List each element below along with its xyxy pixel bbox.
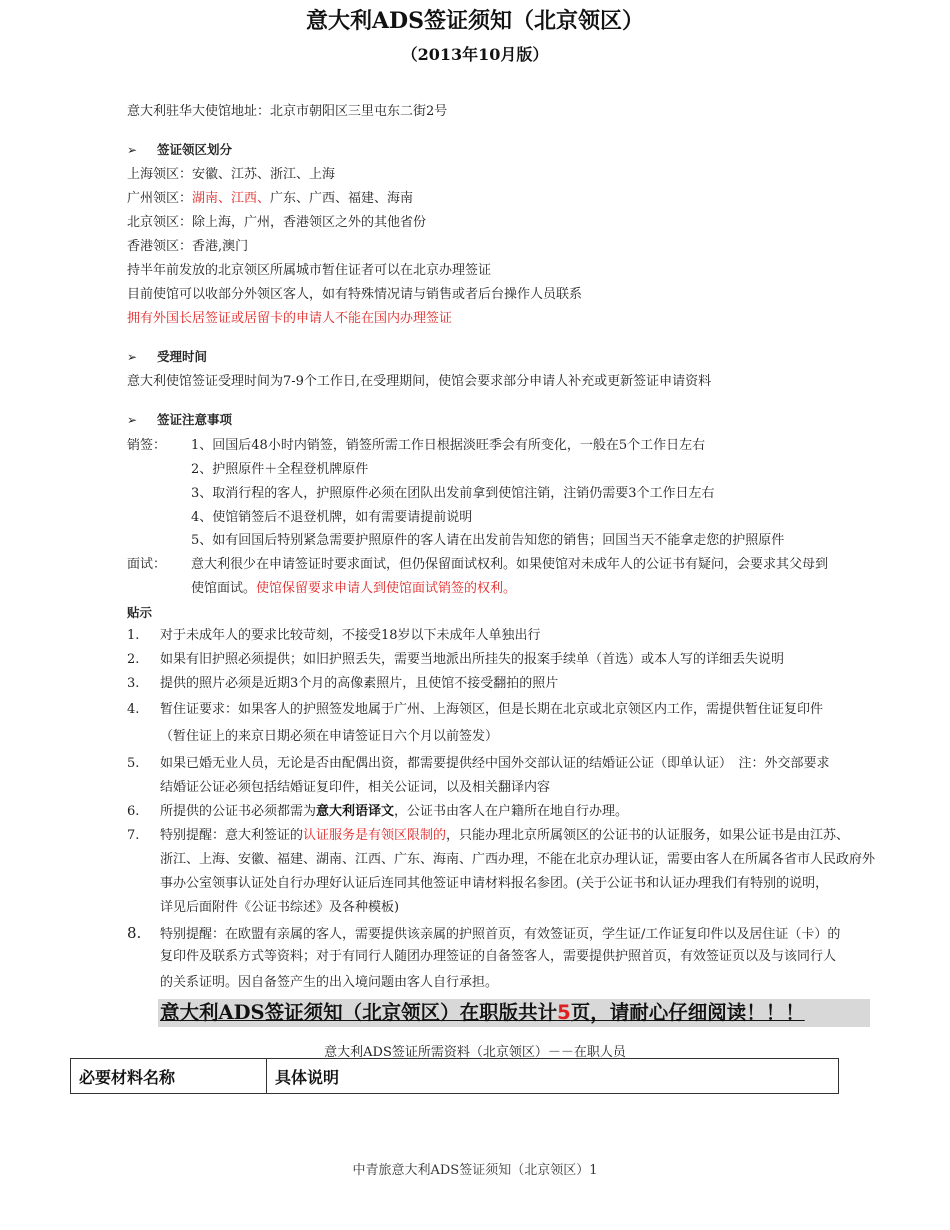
tip-item bbox=[127, 803, 628, 821]
cancel-item-5: 5、如有回国后特别紧急需要护照原件的客人请在出发前告知您的销售；回国当天不能拿走您的护照原件 bbox=[191, 533, 785, 548]
tip-text-continued: 复印件及联系方式等资料；对于有同行人随团办理签证的自备签客人，需要提供护照首页，有效签证页以及与该同行人 bbox=[160, 949, 837, 964]
tip-number: 3. bbox=[127, 676, 140, 691]
tip-text: ，公证书由客人在户籍所在地自行办理。 bbox=[394, 804, 629, 819]
jurisdiction-hongkong: 香港领区：香港,澳门 bbox=[127, 239, 249, 254]
section-processing-title: 受理时间 bbox=[157, 349, 208, 364]
tip-text-bold: 意大利语译文 bbox=[316, 804, 395, 819]
tip-text: 特别提醒：在欧盟有亲属的客人，需要提供该亲属的护照首页，有效签证页，学生证/工作证复印件以及居住证（卡）的 bbox=[160, 927, 841, 942]
tip-item bbox=[127, 827, 849, 845]
tip-number: 8. bbox=[127, 924, 142, 942]
tip-number: 6. bbox=[127, 804, 140, 819]
arrow-bullet-icon: ➢ bbox=[127, 413, 138, 427]
tip-text: 对于未成年人的要求比较苛刻，不接受18岁以下未成年人单独出行 bbox=[160, 628, 541, 643]
section-jurisdiction-heading bbox=[127, 140, 232, 158]
tip-text: 如果有旧护照必须提供；如旧护照丢失，需要当地派出所挂失的报案手续单（首选）或本人写的详细丢失说明 bbox=[160, 652, 785, 667]
jurisdiction-warning: 拥有外国长居签证或居留卡的申请人不能在国内办理签证 bbox=[127, 311, 453, 326]
document-title: 意大利ADS签证须知（北京领区） bbox=[305, 8, 645, 34]
tip-number: 7. bbox=[127, 828, 140, 843]
jurisdiction-guangzhou-label: 广州领区： bbox=[127, 191, 193, 206]
tip-item bbox=[127, 755, 830, 773]
tip-item bbox=[127, 651, 784, 669]
tip-text: ，只能办理北京所属领区的公证书的认证服务，如果公证书是由江苏、 bbox=[446, 828, 850, 843]
jurisdiction-permit-note: 持半年前发放的北京领区所属城市暂住证者可以在北京办理签证 bbox=[127, 263, 492, 278]
arrow-bullet-icon: ➢ bbox=[127, 143, 138, 157]
tip-text-continued: （暂住证上的来京日期必须在申请签证日六个月以前签发） bbox=[160, 729, 499, 744]
materials-table bbox=[70, 1058, 839, 1094]
jurisdiction-beijing: 北京领区：除上海，广州，香港领区之外的其他省份 bbox=[127, 215, 427, 230]
tip-text-continued: 事办公室领事认证处自行办理好认证后连同其他签证申请材料报名参团。(关于公证书和认证办理我们有特别的说明， bbox=[160, 876, 829, 891]
banner-text: 页，请耐心仔细阅读！！！ bbox=[570, 1001, 805, 1024]
tip-text-continued: 浙江、上海、安徽、福建、湖南、江西、广东、海南、广西办理，不能在北京办理认证，需要由客人在所属各省市人民政府外 bbox=[160, 852, 876, 867]
tip-text-continued: 结婚证公证必须包括结婚证复印件，相关公证词，以及相关翻译内容 bbox=[160, 780, 551, 795]
interview-line-2 bbox=[191, 580, 516, 598]
interview-line-2-text: 使馆面试。 bbox=[191, 581, 257, 596]
jurisdiction-guangzhou-rest: 广东、广西、福建、海南 bbox=[270, 191, 414, 206]
section-notes-title: 签证注意事项 bbox=[157, 412, 233, 427]
embassy-address: 意大利驻华大使馆地址：北京市朝阳区三里屯东二街2号 bbox=[127, 104, 448, 119]
interview-line-2-highlight: 使馆保留要求申请人到使馆面试销签的权利。 bbox=[256, 581, 517, 596]
tip-item bbox=[127, 675, 558, 693]
tip-number: 1. bbox=[127, 628, 140, 643]
tip-text-continued: 的关系证明。因自备签产生的出入境问题由客人自行承担。 bbox=[160, 975, 499, 990]
section-processing-heading bbox=[127, 347, 207, 365]
section-jurisdiction-title: 签证领区划分 bbox=[157, 142, 233, 157]
banner-page-count: 5 bbox=[557, 1001, 571, 1024]
tip-text: 提供的照片必须是近期3个月的高像素照片，且使馆不接受翻拍的照片 bbox=[160, 676, 559, 691]
cancel-item-2: 2、护照原件＋全程登机牌原件 bbox=[191, 462, 369, 477]
jurisdiction-embassy-note: 目前使馆可以收部分外领区客人，如有特殊情况请与销售或者后台操作人员联系 bbox=[127, 287, 583, 302]
cancel-label: 销签： bbox=[127, 438, 167, 453]
tip-text-continued: 详见后面附件《公证书综述》及各种模板) bbox=[160, 900, 400, 915]
cancel-item-3: 3、取消行程的客人，护照原件必须在团队出发前拿到使馆注销，注销仍需要3个工作日左右 bbox=[191, 486, 715, 501]
jurisdiction-guangzhou bbox=[127, 190, 413, 208]
document-edition: （2013年10月版） bbox=[401, 45, 549, 64]
tip-number: 4. bbox=[127, 702, 140, 717]
banner-text: 意大利ADS签证须知（北京领区）在职版共计 bbox=[160, 1001, 558, 1024]
tip-text: 暂住证要求：如果客人的护照签发地属于广州、上海领区，但是长期在北京或北京领区内工作，需提供暂住证复印件 bbox=[160, 702, 824, 717]
arrow-bullet-icon: ➢ bbox=[127, 350, 138, 364]
processing-text: 意大利使馆签证受理时间为7-9个工作日,在受理期间，使馆会要求部分申请人补充或更新签证申请资料 bbox=[127, 374, 712, 389]
page-footer: 中青旅意大利ADS签证须知（北京领区）1 bbox=[352, 1163, 598, 1178]
interview-line-1: 意大利很少在申请签证时要求面试，但仍保留面试权利。如果使馆对未成年人的公证书有疑问，会要求其父母到 bbox=[191, 557, 829, 572]
section-notes-heading bbox=[127, 410, 232, 428]
jurisdiction-guangzhou-highlight: 湖南、江西、 bbox=[192, 191, 271, 206]
tip-item bbox=[127, 924, 840, 944]
tip-number: 2. bbox=[127, 652, 140, 667]
tip-item bbox=[127, 701, 823, 719]
cancel-item-4: 4、使馆销签后不退登机牌，如有需要请提前说明 bbox=[191, 510, 473, 525]
interview-label: 面试： bbox=[127, 557, 167, 572]
column-header-material: 必要材料名称 bbox=[71, 1059, 267, 1094]
cancel-item-1: 1、回国后48小时内销签，销签所需工作日根据淡旺季会有所变化，一般在5个工作日左右 bbox=[191, 438, 706, 453]
table-header-row bbox=[71, 1059, 839, 1094]
column-header-description: 具体说明 bbox=[267, 1059, 839, 1094]
jurisdiction-shanghai: 上海领区：安徽、江苏、浙江、上海 bbox=[127, 167, 336, 182]
tip-item bbox=[127, 627, 541, 645]
tip-text-highlight: 认证服务是有领区限制的 bbox=[303, 828, 447, 843]
tip-number: 5. bbox=[127, 756, 140, 771]
tips-heading: 贴示 bbox=[127, 605, 153, 620]
tip-text: 如果已婚无业人员，无论是否由配偶出资，都需要提供经中国外交部认证的结婚证公证（即单认证） 注：外交部要求 bbox=[160, 756, 830, 771]
tip-text: 特别提醒：意大利签证的 bbox=[160, 828, 304, 843]
table-caption: 意大利ADS签证所需资料（北京领区）－－在职人员 bbox=[324, 1045, 626, 1060]
tip-text: 所提供的公证书必须都需为 bbox=[160, 804, 317, 819]
page-count-banner bbox=[158, 999, 870, 1027]
